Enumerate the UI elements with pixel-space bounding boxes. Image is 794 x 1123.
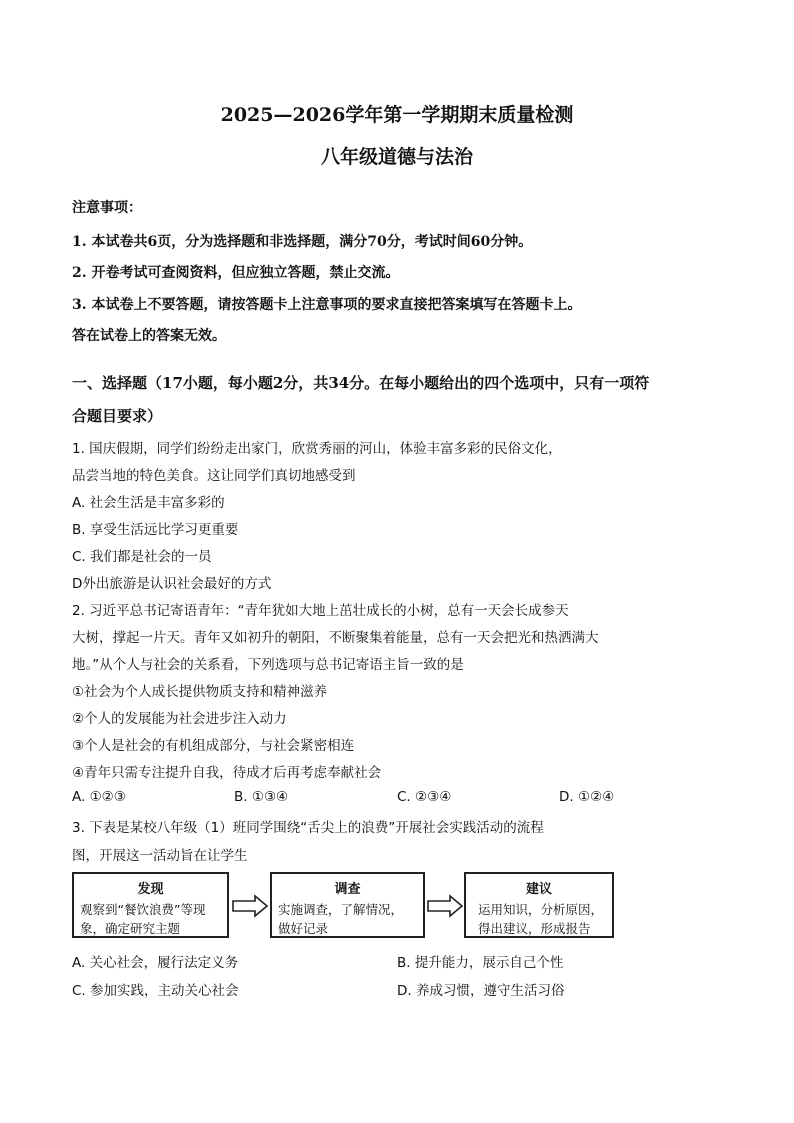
option-b: B. 享受生活远比学习更重要 [72, 522, 239, 538]
flow-step-title: 发现 [137, 882, 164, 897]
note-item: 2. 开卷考试可查阅资料，但应独立答题，禁止交流。 [72, 265, 400, 281]
section-heading: 合题目要求） [72, 407, 163, 425]
question-stem: 2. 习近平总书记寄语青年：“青年犹如大地上茁壮成长的小树，总有一天会长成参天 [72, 603, 569, 619]
option-a: A. 关心社会，履行法定义务 [72, 955, 239, 971]
question-stem: 大树，撑起一片天。青年又如初升的朝阳，不断聚集着能量，总有一天会把光和热洒满大 [72, 630, 599, 646]
note-item: 3. 本试卷上不要答题，请按答题卡上注意事项的要求直接把答案填写在答题卡上。 [72, 297, 582, 313]
flow-step-discover [72, 872, 229, 938]
notes-heading: 注意事项： [72, 200, 142, 216]
exam-subject: 八年级道德与法治 [320, 146, 473, 168]
option-d: D外出旅游是认识社会最好的方式 [72, 576, 272, 592]
flow-step-line: 运用知识，分析原因， [478, 902, 604, 917]
option-a: A. ①②③ [72, 789, 126, 805]
option-b: B. ①③④ [234, 789, 289, 805]
statement: ②个人的发展能为社会进步注入动力 [72, 711, 287, 727]
flow-step-line: 得出建议，形成报告 [478, 921, 591, 936]
option-c: C. ②③④ [397, 789, 452, 805]
flow-step-suggest [464, 872, 614, 938]
note-item: 1. 本试卷共6页，分为选择题和非选择题，满分70分，考试时间60分钟。 [72, 234, 533, 250]
section-heading: 一、选择题（17小题，每小题2分，共34分。在每小题给出的四个选项中，只有一项符 [72, 374, 650, 392]
flow-step-title: 建议 [525, 882, 552, 897]
question-stem: 地。”从个人与社会的关系看，下列选项与总书记寄语主旨一致的是 [72, 657, 464, 673]
flow-step-investigate [270, 872, 425, 938]
flow-step-title: 调查 [334, 882, 361, 897]
question-stem: 图，开展这一活动旨在让学生 [72, 848, 248, 864]
statement: ③个人是社会的有机组成部分，与社会紧密相连 [72, 738, 355, 754]
flow-step-line: 观察到“餐饮浪费”等现 [80, 902, 206, 917]
flow-step-line: 实施调查，了解情况， [278, 902, 404, 917]
option-b: B. 提升能力，展示自己个性 [397, 955, 564, 971]
question-stem: 品尝当地的特色美食。这让同学们真切地感受到 [72, 468, 356, 484]
flow-step-line: 做好记录 [278, 921, 329, 936]
question-stem: 3. 下表是某校八年级（1）班同学围绕“舌尖上的浪费”开展社会实践活动的流程 [72, 820, 544, 836]
flow-step-text [272, 897, 423, 938]
activity-flowchart [72, 872, 614, 942]
question-stem: 1. 国庆假期，同学们纷纷走出家门，欣赏秀丽的河山，体验丰富多彩的民俗文化， [72, 441, 562, 457]
note-item: 答在试卷上的答案无效。 [72, 328, 226, 344]
statement: ④青年只需专注提升自我，待成才后再考虑奉献社会 [72, 765, 382, 781]
option-c: C. 参加实践，主动关心社会 [72, 983, 239, 999]
option-d: D. 养成习惯，遵守生活习俗 [397, 983, 565, 999]
flow-step-line: 象，确定研究主题 [80, 921, 181, 936]
flow-step-text [74, 897, 227, 938]
exam-title: 2025—2026学年第一学期期末质量检测 [220, 104, 574, 126]
option-c: C. 我们都是社会的一员 [72, 549, 212, 565]
arrow-right-icon [231, 894, 269, 918]
arrow-right-icon [426, 894, 464, 918]
statement: ①社会为个人成长提供物质支持和精神滋养 [72, 684, 328, 700]
flow-step-text [466, 897, 612, 938]
option-a: A. 社会生活是丰富多彩的 [72, 495, 225, 511]
option-d: D. ①②④ [559, 789, 615, 805]
